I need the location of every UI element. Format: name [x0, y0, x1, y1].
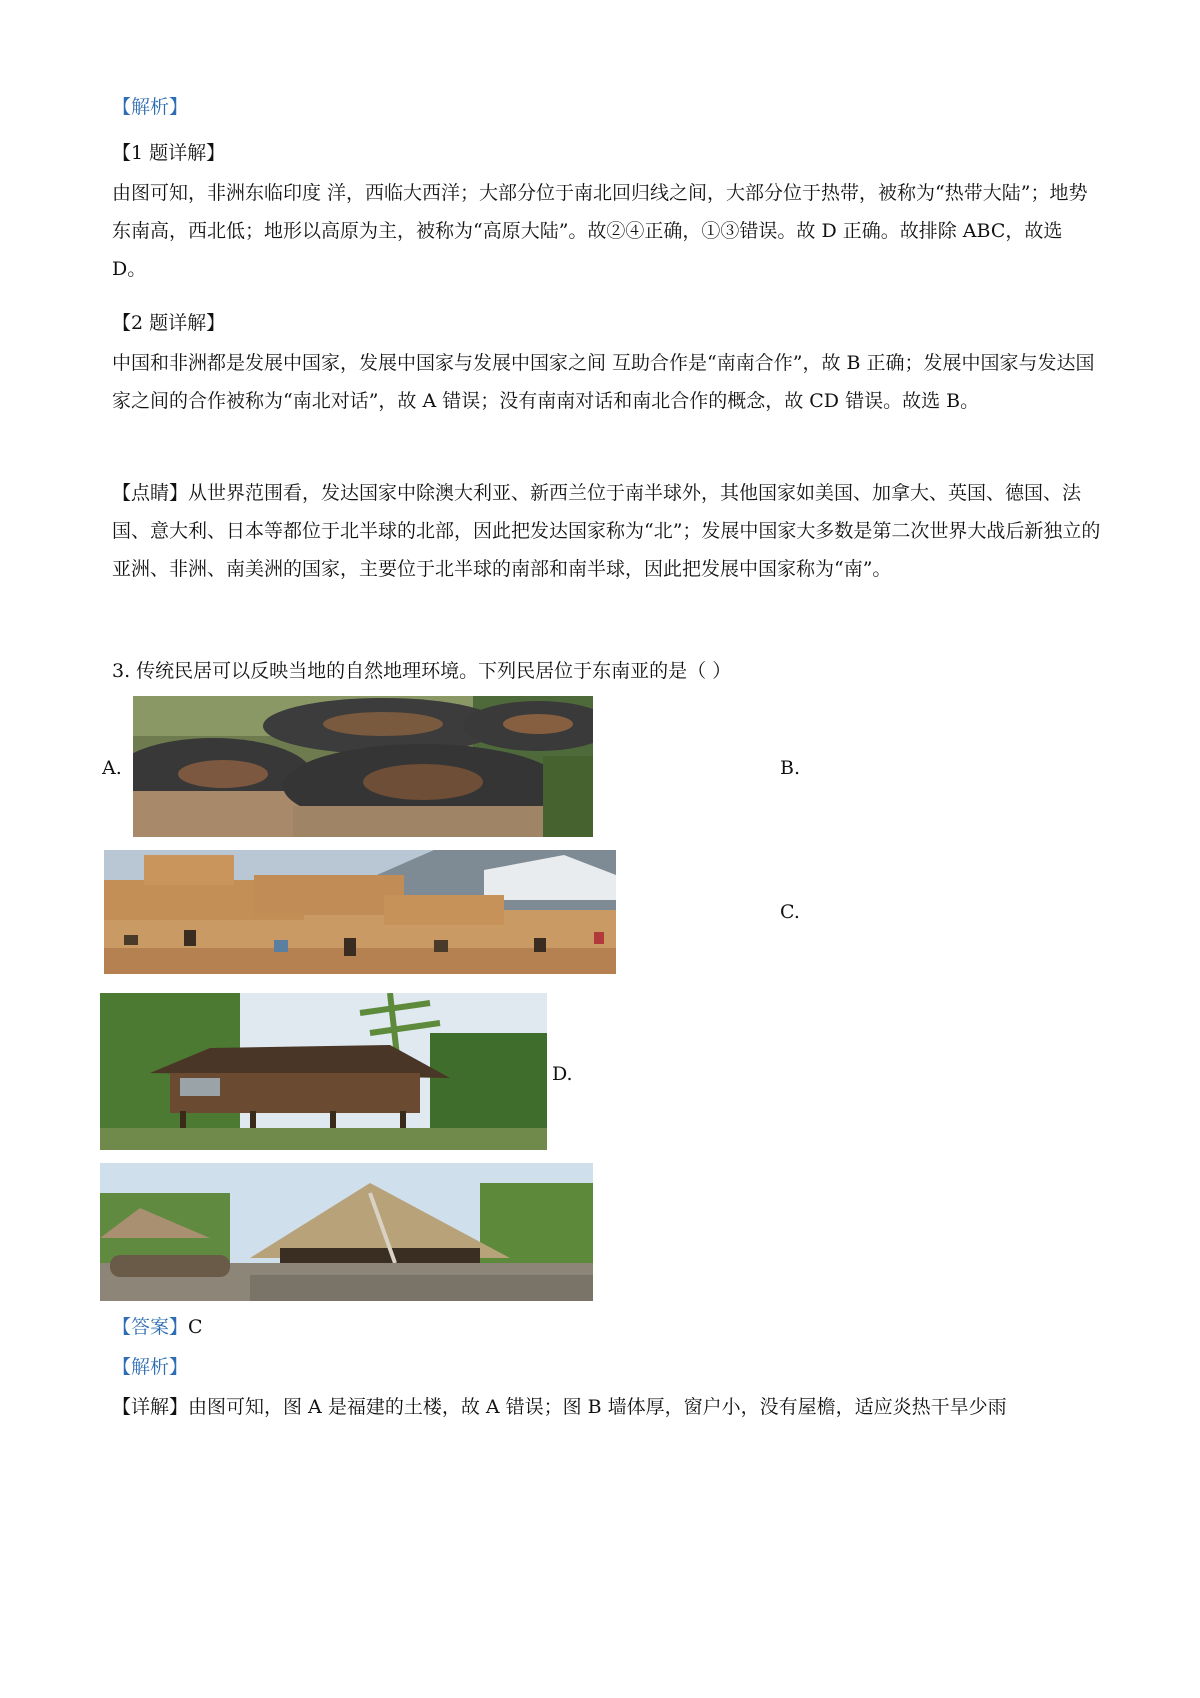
answer-value: C [188, 1316, 203, 1338]
question-3-stem: 3. 传统民居可以反映当地的自然地理环境。下列民居位于东南亚的是（ ） [112, 660, 732, 682]
option-c-label: C. [780, 901, 800, 923]
answer-line [112, 1308, 1102, 1346]
dianjing-text: 从世界范围看，发达国家中除澳大利亚、新西兰位于南半球外，其他国家如美国、加拿大、英国、德国、法国、意大利、日本等都位于北半球的北部，因此把发达国家称为“北”；发展中国家大多数是第二次世界大战后新独立的亚洲、非洲、南美洲的国家，主要位于北半球的南部和南半球，因此把发展中国家称为“南”。 [112, 482, 1101, 580]
answer-label: 【答案】 [112, 1316, 189, 1338]
q2-detail-text: 中国和非洲都是发展中国家，发展中国家与发展中国家之间 互助合作是“南南合作”，故 B 正确；发展中国家与发达国家之间的合作被称为“南北对话”，故 A 错误；没有南南对话和南北合作的概念，故 CD 错误。故选 B。 [112, 352, 1095, 412]
q1-detail-text: 由图可知，非洲东临印度 洋，西临大西洋；大部分位于南北回归线之间，大部分位于热带，被称为“热带大陆”；地势东南高，西北低；地形以高原为主，被称为“高原大陆”。故②④正确，①③错误。故 D 正确。故排除 ABC，故选 D。 [112, 182, 1088, 280]
q1-detail-title: 【1 题详解】 [112, 142, 226, 164]
detail-text: 由图可知，图 A 是福建的土楼，故 A 错误；图 B 墙体厚，窗户小，没有屋檐，适应炎热干旱少雨 [188, 1396, 1007, 1418]
option-d-image-thatched-hut [100, 1163, 593, 1301]
option-d-label: D. [552, 1063, 573, 1085]
analysis-heading-2: 【解析】 [112, 1356, 189, 1378]
dianjing-paragraph [112, 474, 1102, 588]
option-b-image-adobe [104, 850, 616, 974]
analysis-heading: 【解析】 [112, 96, 189, 118]
option-c-image-stilt-house [100, 993, 547, 1150]
option-b-label: B. [780, 757, 801, 779]
detail-label: 【详解】 [112, 1396, 189, 1418]
option-a-label: A. [102, 757, 122, 779]
option-a-image-tulou [133, 696, 593, 837]
q2-detail-title: 【2 题详解】 [112, 312, 226, 334]
dianjing-label: 【点睛】 [112, 482, 189, 504]
detail-paragraph [112, 1388, 1102, 1426]
